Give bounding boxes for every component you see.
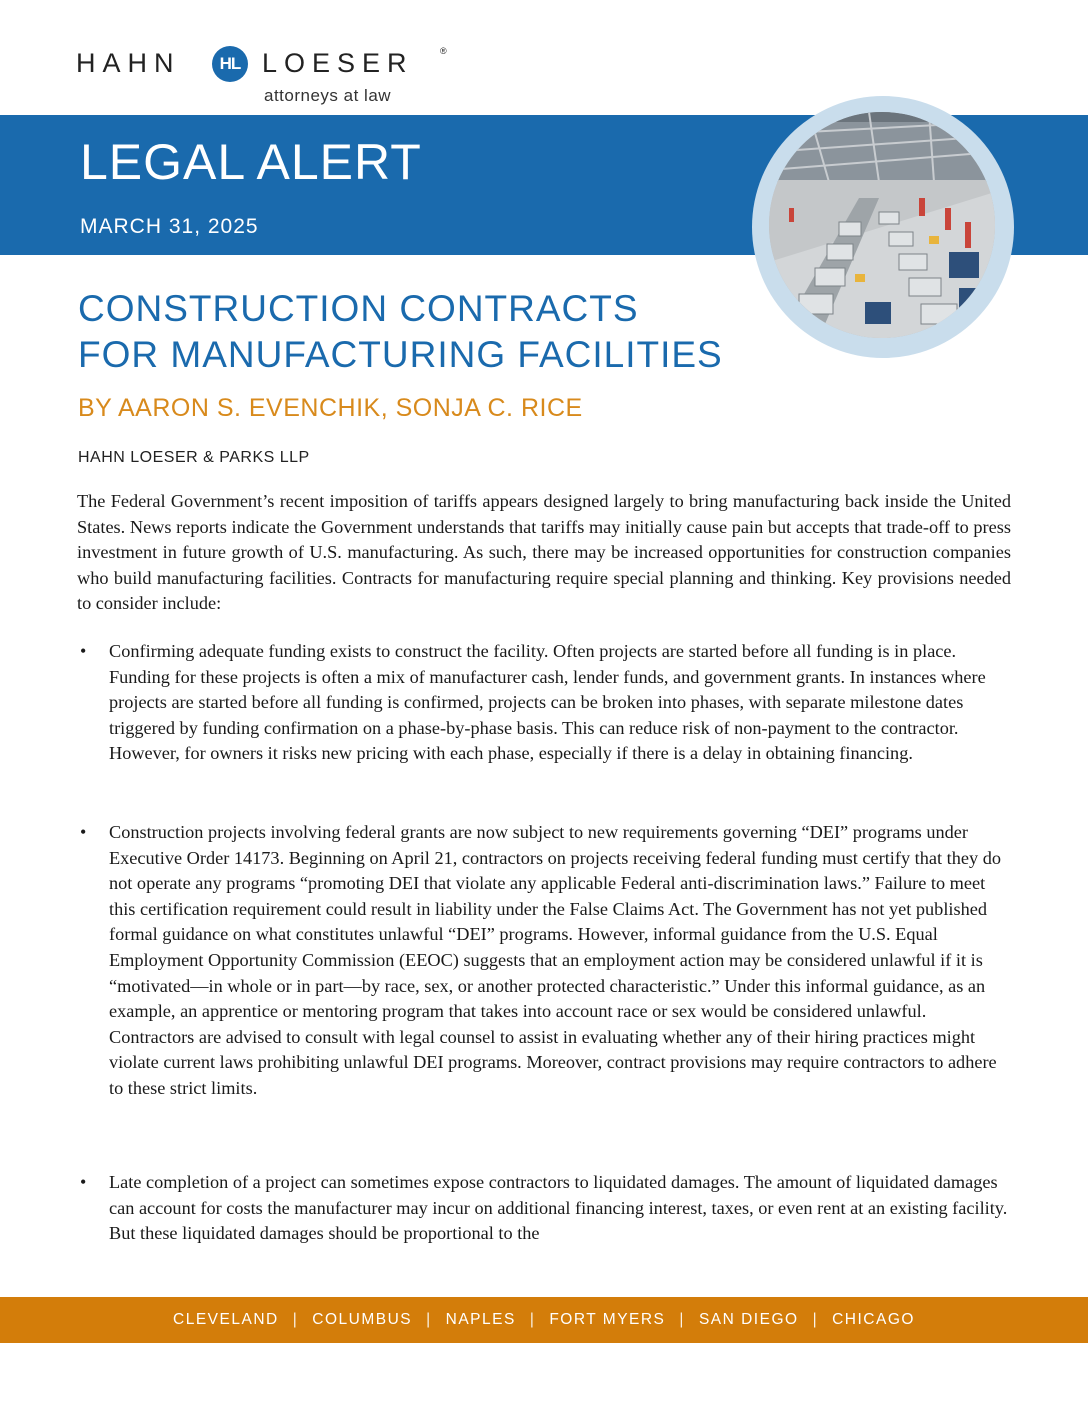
office-fort-myers: FORT MYERS bbox=[549, 1311, 666, 1328]
bullet-icon: • bbox=[80, 822, 87, 842]
firm-name: HAHN LOESER & PARKS LLP bbox=[78, 449, 310, 466]
registered-mark: ® bbox=[440, 46, 447, 56]
office-separator: | bbox=[529, 1311, 536, 1328]
article-title-line-1: CONSTRUCTION CONTRACTS bbox=[78, 288, 639, 329]
logo-word-loeser: LOESER bbox=[262, 48, 414, 78]
office-columbus: COLUMBUS bbox=[312, 1311, 413, 1328]
facility-illustration bbox=[769, 112, 995, 338]
office-locations-footer bbox=[0, 1297, 1088, 1343]
office-separator: | bbox=[292, 1311, 299, 1328]
intro-paragraph: The Federal Government’s recent imposition of tariffs appears designed largely to bring manufacturing back inside the United States. News reports indicate the Government understands that tariffs may initially cause pain but accepts that trade-off to press investment in future growth of U.S. manufacturing. As such, there may be increased opportunities for construction companies who build manufacturing facilities. Contracts for manufacturing require special planning and thinking. Key provisions needed to consider include: bbox=[77, 491, 1011, 614]
article-byline: BY AARON S. EVENCHIK, SONJA C. RICE bbox=[78, 394, 583, 422]
list-item-text: Construction projects involving federal grants are now subject to new requirements governing “DEI” programs under Executive Order 14173. Beginning on April 21, contractors on projects receiving federal funding must certify that they do not operate any programs “promoting DEI that violate any applicable Federal anti-discrimination laws.” Failure to meet this certification requirement could result in liability under the False Claims Act. The Government has not yet published formal guidance on what constitutes unlawful “DEI” programs. However, informal guidance from the U.S. Equal Employment Opportunity Commission (EEOC) suggests that an employment action may be considered unlawful if it is “motivated—in whole or in part—by race, sex, or another protected characteristic.” Under this informal guidance, as an example, an apprentice or mentoring program that takes into account race or sex would be considered unlawful. Contractors are advised to consult with legal counsel to assist in evaluating whether any of their hiring practices might violate current laws prohibiting unlawful DEI programs. Moreover, contract provisions may require contractors to adhere to these strict limits. bbox=[109, 822, 1001, 1098]
office-separator: | bbox=[426, 1311, 432, 1328]
office-naples: NAPLES bbox=[445, 1311, 516, 1328]
article-title-line-2: FOR MANUFACTURING FACILITIES bbox=[78, 334, 723, 375]
list-item-text: Confirming adequate funding exists to construct the facility. Often projects are started before all funding is in place. Funding for these projects is often a mix of manufacturer cash, lender funds, and government grants. In instances where projects are started before all funding is confirmed, projects can be broken into phases, with separate milestone dates triggered by funding confirmation on a phase-by-phase basis. This can reduce risk of non-payment to the contractor. However, for owners it risks new pricing with each phase, especially if there is a delay in obtaining financing. bbox=[109, 641, 986, 764]
office-cleveland: CLEVELAND bbox=[173, 1311, 279, 1328]
office-separator: | bbox=[679, 1311, 685, 1328]
office-san-diego: SAN DIEGO bbox=[698, 1311, 799, 1328]
bullet-icon: • bbox=[80, 1172, 87, 1192]
firm-logo bbox=[76, 44, 456, 108]
article-title bbox=[78, 286, 723, 378]
bullet-icon: • bbox=[80, 641, 87, 661]
logo-word-hahn: HAHN bbox=[76, 48, 181, 78]
banner-date: MARCH 31, 2025 bbox=[80, 215, 259, 238]
list-item-text: Late completion of a project can sometimes expose contractors to liquidated damages. The amount of liquidated damages can account for costs the manufacturer may incur on additional financing interest, taxes, or even rent at an existing facility. But these liquidated damages should be proportional to the bbox=[109, 1172, 1008, 1244]
logo-mark-icon: HL bbox=[212, 46, 248, 82]
logo-tagline: attorneys at law bbox=[264, 86, 392, 105]
manufacturing-facility-photo-icon bbox=[769, 112, 995, 338]
banner-title: LEGAL ALERT bbox=[80, 134, 422, 190]
office-separator: | bbox=[812, 1311, 819, 1328]
office-chicago: CHICAGO bbox=[832, 1311, 915, 1328]
